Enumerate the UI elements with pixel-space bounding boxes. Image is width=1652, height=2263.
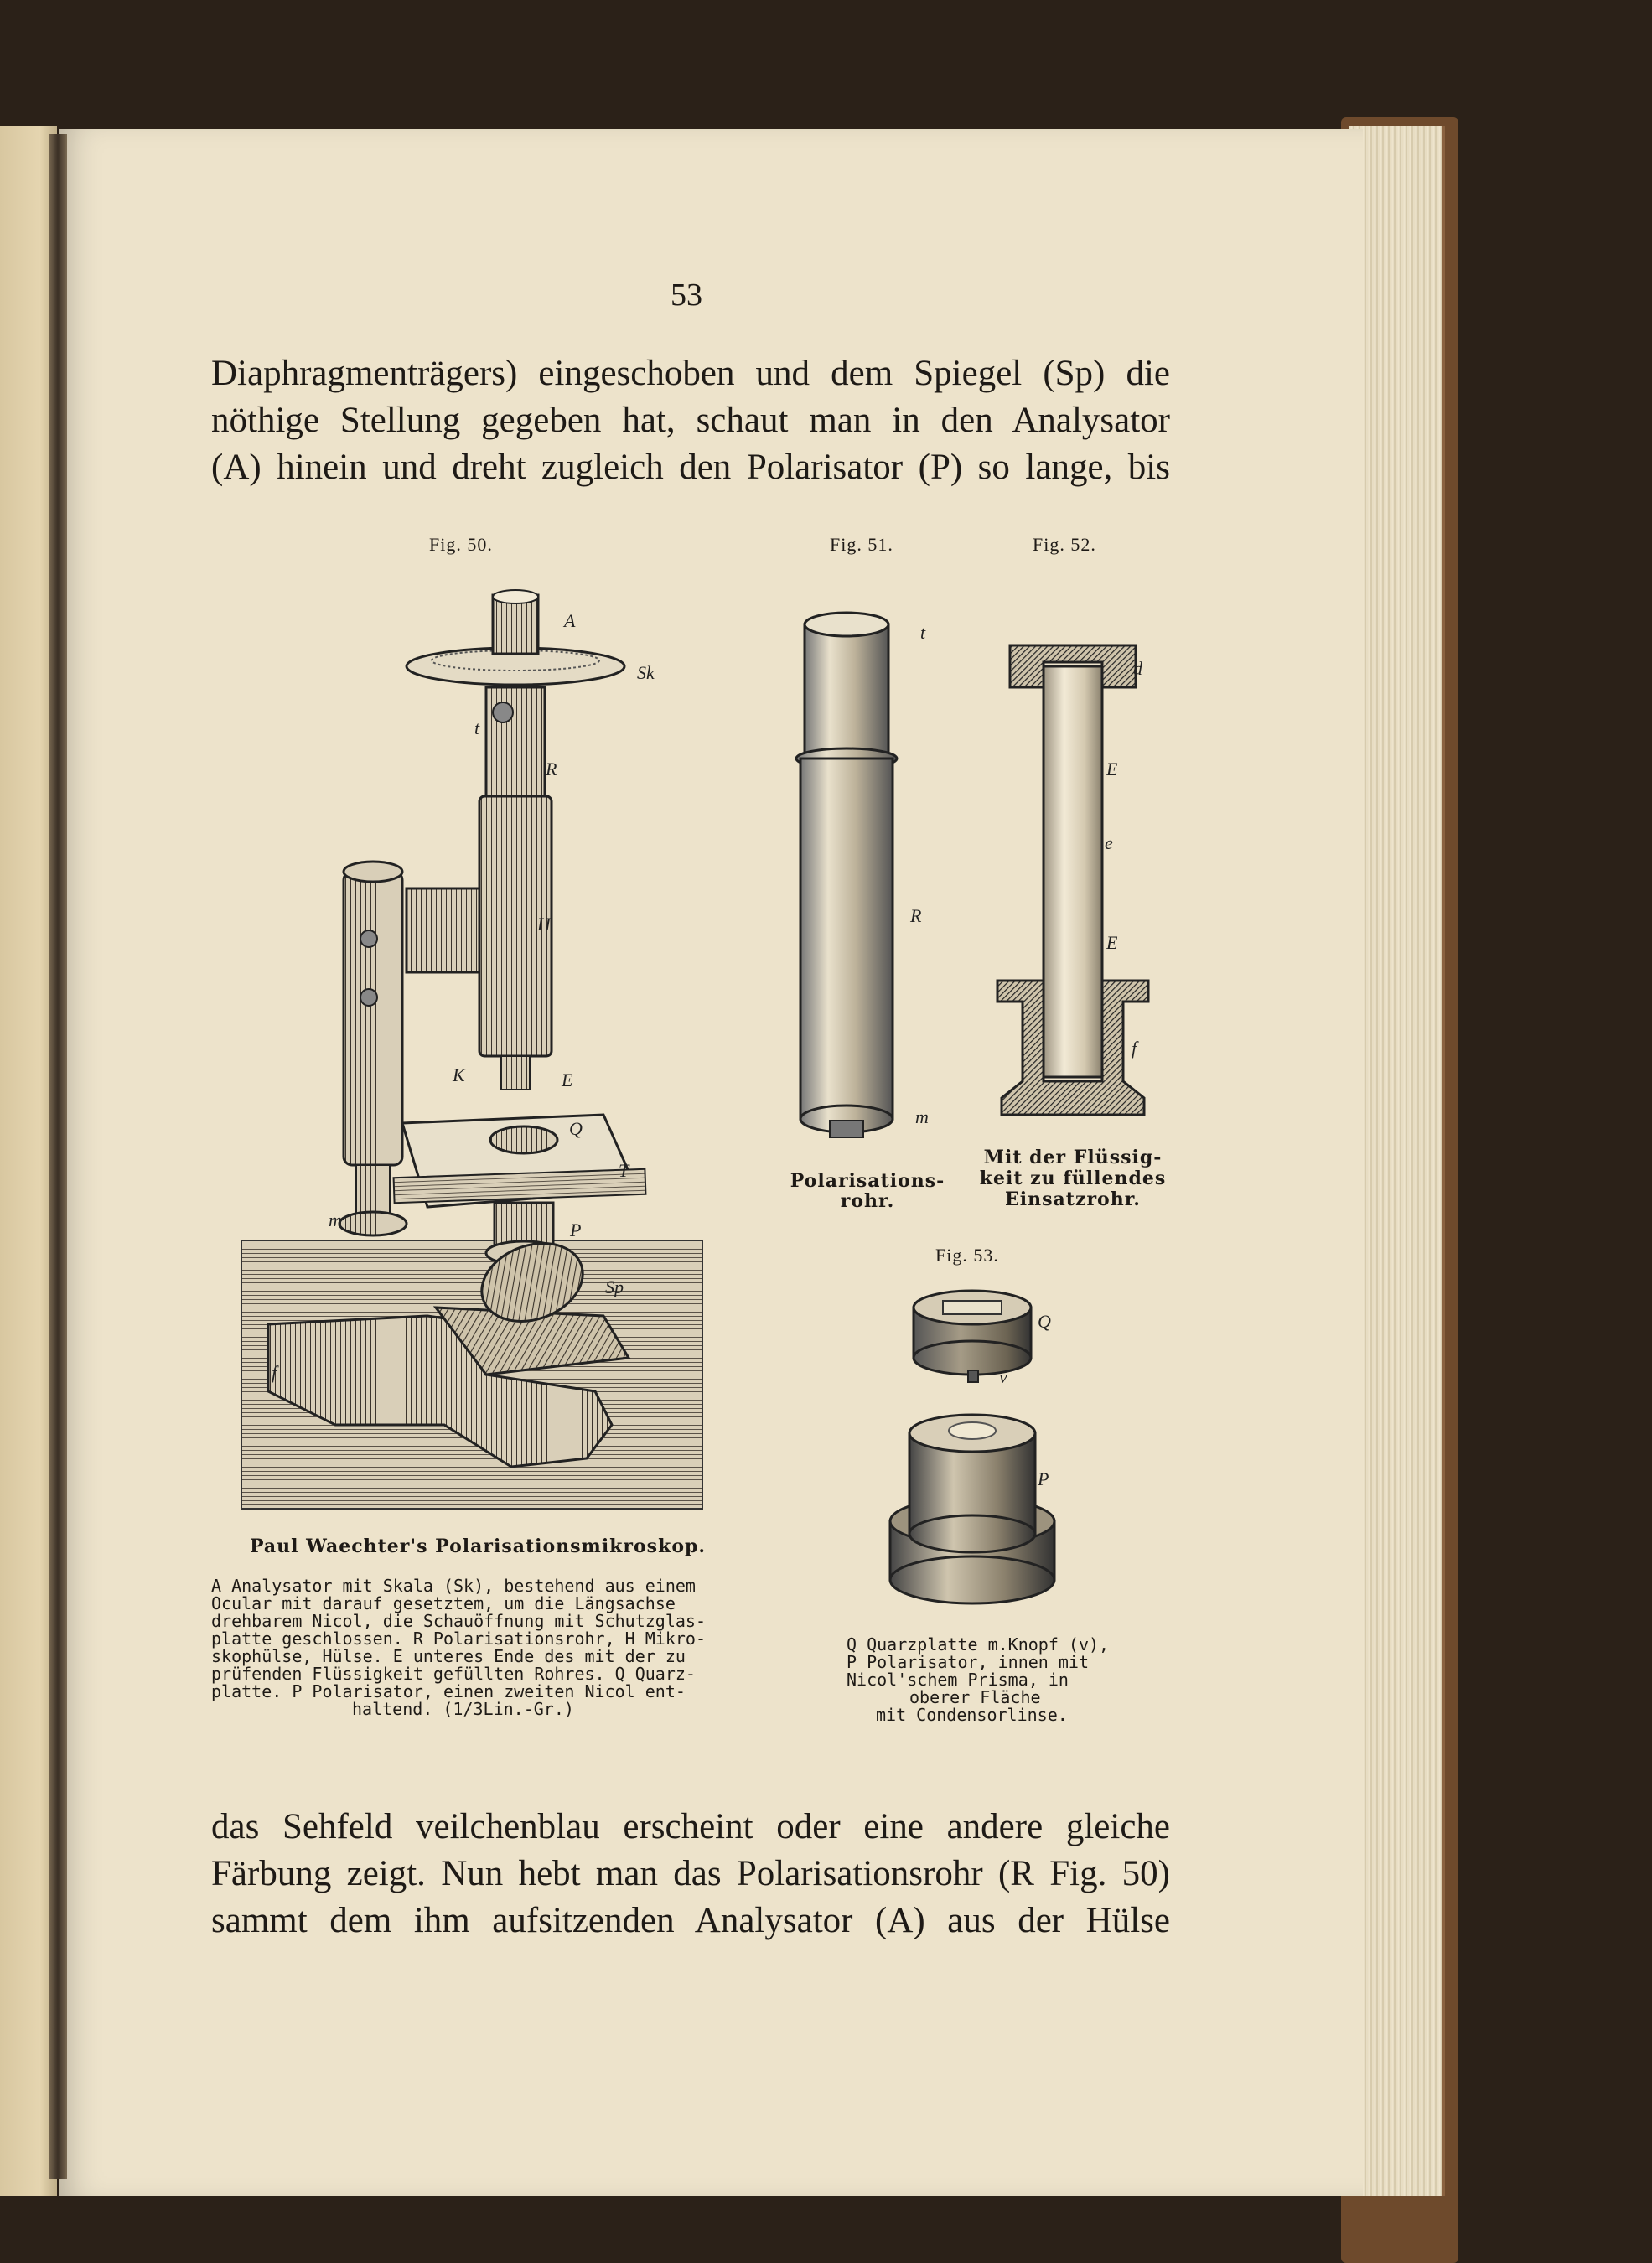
body-text-line: das Sehfeld veilchenblau erscheint oder eine andere gleiche	[211, 1807, 1170, 1846]
fig51-letter-t: t	[920, 622, 926, 643]
fig50-letter-P: P	[570, 1220, 582, 1240]
fig50-letter-Sk: Sk	[637, 662, 655, 683]
fig53-caption-line: Q Quarzplatte m.Knopf (v),	[847, 1634, 1110, 1655]
body-text-line: (A) hinein und dreht zugleich den Polarisator (P) so lange, bis	[211, 448, 1170, 487]
fig52-label: Fig. 52.	[1033, 534, 1096, 555]
fig50-caption-line: Ocular mit darauf gesetztem, um die Längsachse	[211, 1593, 676, 1613]
fig53-caption-line: Nicol'schem Prisma, in	[847, 1670, 1069, 1690]
fig53-caption-line: P Polarisator, innen mit	[847, 1652, 1089, 1672]
fig52-letter-e: e	[1105, 832, 1113, 853]
fig52-letter-d: d	[1133, 658, 1142, 679]
fig51-letter-m: m	[915, 1106, 929, 1127]
fig50-letter-K: K	[453, 1064, 465, 1085]
fig53-label: Fig. 53.	[935, 1245, 999, 1266]
fig51-caption-line: rohr.	[840, 1190, 895, 1212]
fig50-caption-line: haltend. (1/3Lin.-Gr.)	[352, 1699, 574, 1719]
fig50-letter-T: T	[619, 1160, 629, 1181]
fig50-letter-t: t	[474, 717, 480, 738]
filling-tube-illustration	[993, 629, 1152, 1132]
fig53-caption-line: oberer Fläche	[909, 1687, 1041, 1707]
fig51-label: Fig. 51.	[830, 534, 893, 555]
fig53-caption-line: mit Condensorlinse.	[876, 1705, 1068, 1725]
body-text-line: Diaphragmenträgers) eingeschoben und dem Spiegel (Sp) die	[211, 354, 1170, 393]
page-number: 53	[671, 277, 702, 313]
fig50-caption-line: platte. P Polarisator, einen zweiten Nicol ent-	[211, 1681, 686, 1701]
fig50-caption-line: prüfenden Flüssigkeit gefüllten Rohres. Q Quarz-	[211, 1664, 696, 1684]
fig50-letter-f: f	[272, 1362, 277, 1383]
fig52-caption-line: Einsatzrohr.	[1005, 1188, 1141, 1210]
fig50-letter-E: E	[562, 1069, 573, 1090]
fig53-letter-P: P	[1038, 1468, 1049, 1489]
fig53-letter-Q: Q	[1038, 1311, 1051, 1332]
body-text-line: Färbung zeigt. Nun hebt man das Polarisationsrohr (R Fig. 50)	[211, 1854, 1170, 1893]
polarisation-tube-illustration	[784, 608, 909, 1152]
body-text-line: sammt dem ihm aufsitzenden Analysator (A) aus der Hülse	[211, 1901, 1170, 1940]
fig52-letter-E2: E	[1106, 932, 1118, 953]
fig50-caption-line: skophülse, Hülse. E unteres Ende des mit der zu	[211, 1646, 686, 1666]
fig52-letter-f: f	[1132, 1038, 1137, 1059]
fig50-letter-Q: Q	[569, 1118, 583, 1139]
book-gutter	[49, 134, 67, 2179]
fig51-caption-line: Polarisations-	[790, 1170, 945, 1192]
polarisator-illustration	[880, 1412, 1064, 1613]
fig52-letter-E1: E	[1106, 759, 1118, 779]
fig50-label: Fig. 50.	[429, 534, 493, 555]
fig50-caption-line: drehbarem Nicol, die Schauöffnung mit Schutzglas-	[211, 1611, 707, 1631]
fig50-letter-m: m	[329, 1209, 342, 1230]
fig50-letter-H: H	[537, 914, 551, 935]
fig51-letter-R: R	[910, 905, 922, 926]
fig50-letter-A: A	[564, 610, 576, 631]
fig50-letter-Sp: Sp	[605, 1276, 624, 1297]
quartz-plate-illustration	[888, 1282, 1056, 1391]
fig53-letter-v: v	[999, 1366, 1007, 1387]
fig50-title: Paul Waechter's Polarisationsmikroskop.	[249, 1535, 707, 1557]
fig52-caption-line: keit zu füllendes	[979, 1168, 1167, 1189]
fig50-caption-line: A Analysator mit Skala (Sk), bestehend aus einem	[211, 1576, 696, 1596]
page-edges	[1349, 126, 1445, 2196]
fig50-caption-line: platte geschlossen. R Polarisationsrohr, H Mikro-	[211, 1629, 707, 1649]
body-text-line: nöthige Stellung gegeben hat, schaut man in den Analysator	[211, 401, 1170, 440]
fig52-caption-line: Mit der Flüssig-	[983, 1147, 1163, 1168]
fig50-letter-R: R	[546, 759, 557, 779]
